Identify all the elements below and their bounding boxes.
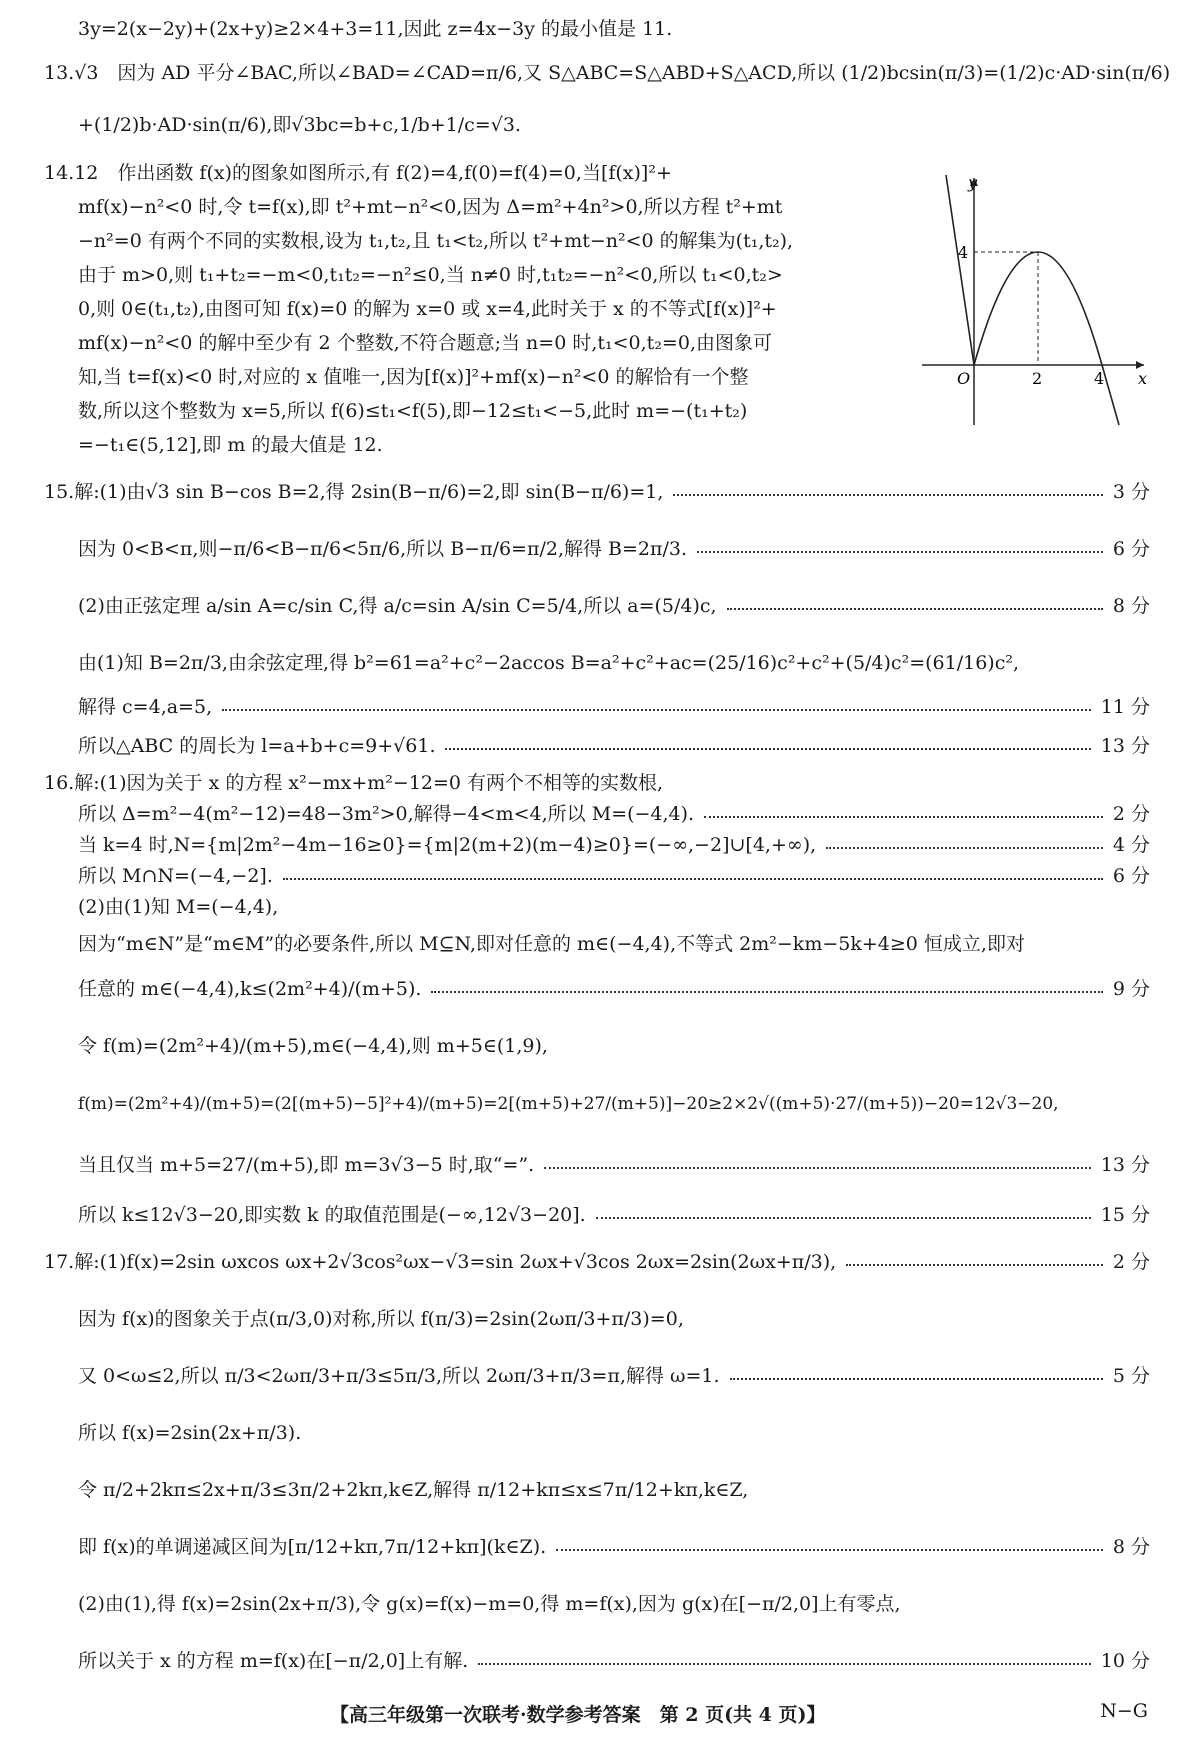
text-line: 由于 m>0,则 t₁+t₂=−m<0,t₁t₂=−n²≤0,当 n≠0 时,t₁t₂=−n²<0,所以 t₁<0,t₂> [78,264,783,286]
line-text: 因为“m∈N”是“m∈M”的必要条件,所以 M⊆N,即对任意的 m∈(−4,4),不等式 2m²−km−5k+4≥0 恒成立,即对 [78,932,1025,955]
score-label: 8 分 [1112,594,1150,617]
line-text: 所以 f(x)=2sin(2x+π/3). [78,1421,302,1444]
line-text: 令 f(m)=(2m²+4)/(m+5),m∈(−4,4),则 m+5∈(1,9), [78,1034,548,1057]
line-text: 所以关于 x 的方程 m=f(x)在[−π/2,0]上有解. [78,1649,469,1672]
text-line: mf(x)−n²<0 时,令 t=f(x),即 t²+mt−n²<0,因为 Δ=m²+4n²>0,所以方程 t²+mt [78,196,783,218]
origin-label: O [957,369,971,388]
scored-line [78,859,1150,889]
leader-dots [478,1663,1091,1665]
scored-line [78,972,1150,1002]
score-label: 10 分 [1100,1649,1150,1672]
text-line: −n²=0 有两个不同的实数根,设为 t₁,t₂,且 t₁<t₂,所以 t²+mt−n²<0 的解集为(t₁,t₂), [78,230,794,252]
line-text: 即 f(x)的单调递减区间为[π/12+kπ,7π/12+kπ](k∈Z). [78,1535,547,1558]
score-label: 4 分 [1112,833,1150,856]
text-line [78,927,1150,957]
score-label: 13 分 [1100,1153,1150,1176]
text-line: mf(x)−n²<0 的解中至少有 2 个整数,不符合题意;当 n=0 时,t₁<0,t₂=0,由图象可 [78,332,772,354]
leader-dots [431,991,1102,993]
text-line: +(1/2)b·AD·sin(π/6),即√3bc=b+c,1/b+1/c=√3. [78,114,521,136]
text-line [78,890,1150,920]
line-text: 17.解:(1)f(x)=2sin ωxcos ωx+2√3cos²ωx−√3=sin 2ωx+√3cos 2ωx=2sin(2ωx+π/3), [44,1250,837,1273]
tick-label-x4: 4 [1094,369,1105,388]
score-label: 11 分 [1100,695,1150,718]
line-text: 所以 k≤12√3−20,即实数 k 的取值范围是(−∞,12√3−20]. [78,1203,586,1226]
left-branch-line [946,175,974,365]
text-line: 14.12 作出函数 f(x)的图象如图所示,有 f(2)=4,f(0)=f(4)=0,当[f(x)]²+ [44,162,672,184]
leader-dots [704,816,1103,818]
leader-dots [544,1167,1091,1169]
text-line [78,1089,1150,1119]
text-line [78,1302,1150,1332]
line-text: 又 0<ω≤2,所以 π/3<2ωπ/3+π/3≤5π/3,所以 2ωπ/3+π/3=π,解得 ω=1. [78,1364,720,1387]
text-line [78,1029,1150,1059]
leader-dots [556,1549,1103,1551]
scored-line [78,828,1150,858]
x-axis-label: x [1138,369,1148,388]
leader-dots [846,1264,1103,1266]
leader-dots [445,748,1090,750]
line-text: (2)由正弦定理 a/sin A=c/sin C,得 a/c=sin A/sin C=5/4,所以 a=(5/4)c, [78,594,717,617]
leader-dots [826,847,1103,849]
footer-title: 【高三年级第一次联考·数学参考答案 第 2 页(共 4 页)】 [330,1704,826,1726]
tick-label-x2: 2 [1032,369,1043,388]
text-line: 数,所以这个整数为 x=5,所以 f(6)≤t₁<f(5),即−12≤t₁<−5,此时 m=−(t₁+t₂) [78,400,748,422]
line-text: 15.解:(1)由√3 sin B−cos B=2,得 2sin(B−π/6)=2,即 sin(B−π/6)=1, [44,480,664,503]
line-text: 当且仅当 m+5=27/(m+5),即 m=3√3−5 时,取“=”. [78,1153,535,1176]
leader-dots [596,1217,1091,1219]
score-label: 3 分 [1112,480,1150,503]
score-label: 6 分 [1112,537,1150,560]
leader-dots [222,709,1091,711]
scored-line [78,1644,1150,1674]
line-text: f(m)=(2m²+4)/(m+5)=(2[(m+5)−5]²+4)/(m+5)=2[(m+5)+27/(m+5)]−20≥2×2√((m+5)·27/(m+5))−20=12√3−20, [78,1094,1059,1114]
text-line: 13.√3 因为 AD 平分∠BAC,所以∠BAD=∠CAD=π/6,又 S△ABC=S△ABD+S△ACD,所以 (1/2)bcsin(π/3)=(1/2)c·AD·sin(π/6) [44,62,1171,84]
text-line: 3y=2(x−2y)+(2x+y)≥2×4+3=11,因此 z=4x−3y 的最小值是 11. [78,18,673,40]
scored-line [78,1530,1150,1560]
score-label: 5 分 [1112,1364,1150,1387]
line-text: 解得 c=4,a=5, [78,695,213,718]
page-footer [0,1700,1200,1730]
score-label: 6 分 [1112,864,1150,887]
scored-line [44,1245,1150,1275]
footer-code: N−G [1100,1700,1148,1722]
text-line [44,766,1150,796]
scored-line [78,1148,1150,1178]
line-text: 令 π/2+2kπ≤2x+π/3≤3π/2+2kπ,k∈Z,解得 π/12+kπ≤x≤7π/12+kπ,k∈Z, [78,1478,749,1501]
leader-dots [283,878,1103,880]
function-graph [912,170,1152,440]
text-line [78,1587,1150,1617]
leader-dots [727,608,1103,610]
text-line: 知,当 t=f(x)<0 时,对应的 x 值唯一,因为[f(x)]²+mf(x)−n²<0 的解恰有一个整 [78,366,749,388]
text-line: 0,则 0∈(t₁,t₂),由图可知 f(x)=0 的解为 x=0 或 x=4,此时关于 x 的不等式[f(x)]²+ [78,298,777,320]
line-text: 因为 0<B<π,则−π/6<B−π/6<5π/6,所以 B−π/6=π/2,解得 B=2π/3. [78,537,688,560]
score-label: 13 分 [1100,734,1150,757]
text-line [78,1416,1150,1446]
line-text: 所以 M∩N=(−4,−2]. [78,864,273,887]
score-label: 15 分 [1100,1203,1150,1226]
line-text: (2)由(1),得 f(x)=2sin(2x+π/3),令 g(x)=f(x)−m=0,得 m=f(x),因为 g(x)在[−π/2,0]上有零点, [78,1592,901,1615]
scored-line [78,532,1150,562]
line-text: 16.解:(1)因为关于 x 的方程 x²−mx+m²−12=0 有两个不相等的实数根, [44,771,664,794]
text-line [78,646,1150,676]
line-text: (2)由(1)知 M=(−4,4), [78,895,279,918]
scored-line [78,797,1150,827]
line-text: 所以△ABC 的周长为 l=a+b+c=9+√61. [78,734,436,757]
line-text: 任意的 m∈(−4,4),k≤(2m²+4)/(m+5). [78,977,422,1000]
text-line [78,1473,1150,1503]
scored-line [78,1198,1150,1228]
scored-line [78,1359,1150,1389]
score-label: 2 分 [1112,1250,1150,1273]
score-label: 2 分 [1112,802,1150,825]
parabola-curve [974,252,1119,425]
scored-line [78,589,1150,619]
line-text: 当 k=4 时,N={m|2m²−4m−16≥0}={m|2(m+2)(m−4)≥0}=(−∞,−2]∪[4,+∞), [78,833,817,856]
scored-line [44,475,1150,505]
score-label: 8 分 [1112,1535,1150,1558]
scored-line [78,690,1150,720]
leader-dots [730,1378,1103,1380]
line-text: 因为 f(x)的图象关于点(π/3,0)对称,所以 f(π/3)=2sin(2ωπ/3+π/3)=0, [78,1307,684,1330]
tick-label-y4: 4 [958,243,969,262]
text-line: =−t₁∈(5,12],即 m 的最大值是 12. [78,434,383,456]
leader-dots [697,551,1103,553]
y-axis-label: y [968,173,978,192]
scored-line [78,729,1150,759]
score-label: 9 分 [1112,977,1150,1000]
line-text: 由(1)知 B=2π/3,由余弦定理,得 b²=61=a²+c²−2accos B=a²+c²+ac=(25/16)c²+c²+(5/4)c²=(61/16)c², [78,651,1019,674]
x-axis-arrow [1136,361,1144,369]
line-text: 所以 Δ=m²−4(m²−12)=48−3m²>0,解得−4<m<4,所以 M=(−4,4). [78,802,695,825]
leader-dots [673,494,1102,496]
